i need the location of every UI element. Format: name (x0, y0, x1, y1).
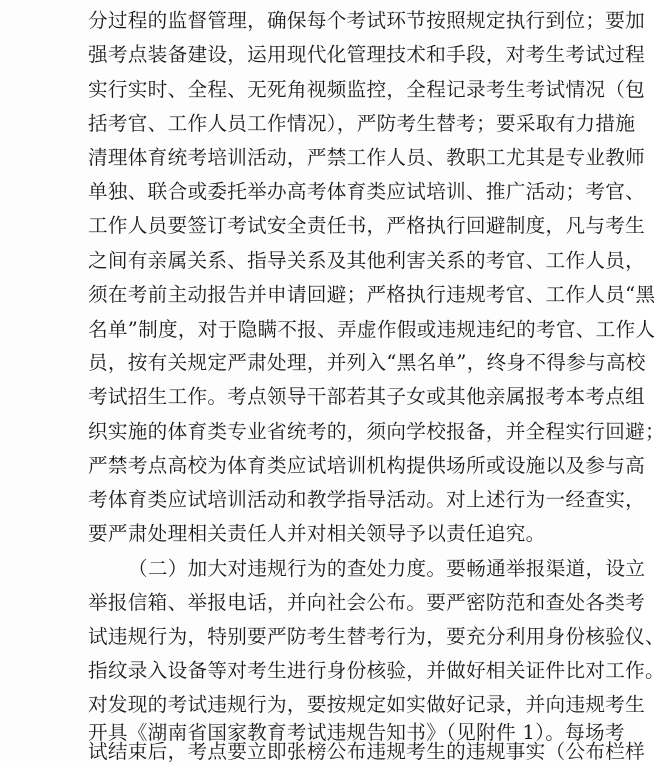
text-line: 严禁考点高校为体育类应试培训机构提供场所或设施以及参与高 (88, 454, 646, 477)
text-line: 工作人员要签订考试安全责任书，严格执行回避制度，凡与考生 (88, 214, 646, 237)
text-line: 考体育类应试培训活动和教学指导活动。对上述行为一经查实， (88, 488, 646, 511)
text-line: 单独、联合或委托举办高考体育类应试培训、推广活动；考官、 (88, 180, 646, 203)
text-line: 员，按有关规定严肃处理，并列入“黑名单”，终身不得参与高校 (88, 351, 646, 374)
text-line: 要严肃处理相关责任人并对相关领导予以责任追究。 (88, 522, 546, 545)
text-line: 对发现的考试违规行为，要按规定如实做好记录，并向违规考生 (88, 693, 646, 716)
text-line: 分过程的监督管理，确保每个考试环节按照规定执行到位；要加 (88, 9, 646, 32)
text-line-cut: 试结束后，考点要立即张榜公布违规考生的违规事实（公布栏样 (88, 740, 646, 763)
text-line: 开具《湖南省国家教育考试违规告知书》（见附件 1）。每场考 (88, 721, 625, 744)
text-line: 强考点装备建设，运用现代化管理技术和手段，对考生考试过程 (88, 43, 646, 66)
text-line: 举报信箱、举报电话，并向社会公布。要严密防范和查处各类考 (88, 591, 646, 614)
text-line: 实行实时、全程、无死角视频监控，全程记录考生考试情况（包 (88, 78, 646, 101)
text-line: 清理体育统考培训活动，严禁工作人员、教职工尤其是专业教师 (88, 146, 646, 169)
text-line: 考试招生工作。考点领导干部若其子女或其他亲属报考本考点组 (88, 385, 646, 408)
text-line: 织实施的体育类专业省统考的，须向学校报备，并全程实行回避； (88, 420, 665, 443)
text-line: 试违规行为，特别要严防考生替考行为，要充分利用身份核验仪、 (88, 625, 665, 648)
text-line: 须在考前主动报告并申请回避；严格执行违规考官、工作人员“黑 (88, 283, 656, 306)
text-line: 名单”制度，对于隐瞒不报、弄虚作假或违规违纪的考官、工作人 (88, 318, 656, 341)
text-line: 括考官、工作人员工作情况），严防考生替考；要采取有力措施 (88, 112, 636, 135)
text-line: 之间有亲属关系、指导关系及其他利害关系的考官、工作人员， (88, 249, 646, 272)
text-line: 指纹录入设备等对考生进行身份核验，并做好相关证件比对工作。 (88, 659, 665, 682)
section-heading-line: （二）加大对违规行为的查处力度。要畅通举报渠道，设立 (128, 557, 646, 580)
